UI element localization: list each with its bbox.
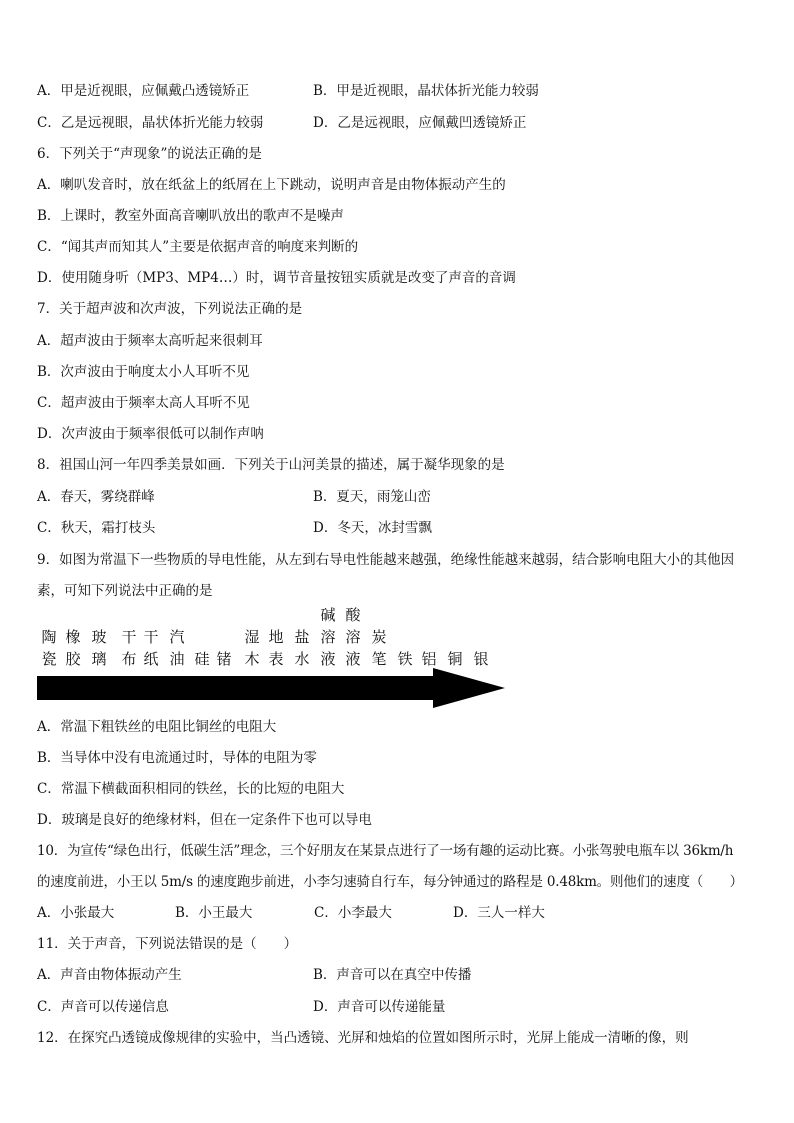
conductivity-figure bbox=[37, 604, 507, 710]
q6-option-b: B．上课时，教室外面高音喇叭放出的歌声不是噪声 bbox=[37, 208, 344, 224]
material-label-glass: 玻 璃 bbox=[91, 628, 107, 668]
q7-stem: 7．关于超声波和次声波，下列说法正确的是 bbox=[37, 301, 303, 317]
q8-option-d: D．冬天，冰封雪飘 bbox=[313, 520, 432, 536]
material-label-copper: 铜 bbox=[447, 650, 463, 668]
material-label-acid-solution: 酸 溶 液 bbox=[345, 606, 361, 668]
q10-option-c: C．小李最大 bbox=[314, 905, 392, 921]
material-label-ground: 地 表 bbox=[268, 628, 284, 668]
material-label-salt-water: 盐 水 bbox=[294, 628, 310, 668]
q5-option-c: C．乙是远视眼，晶状体折光能力较弱 bbox=[37, 115, 264, 131]
q8-stem: 8．祖国山河一年四季美景如画．下列关于山河美景的描述，属于凝华现象的是 bbox=[37, 457, 505, 473]
q12-stem: 12．在探究凸透镜成像规律的实验中，当凸透镜、光屏和烛焰的位置如图所示时，光屏上能成一清晰的像，则 bbox=[37, 1030, 689, 1046]
q7-option-a: A．超声波由于频率太高听起来很刺耳 bbox=[37, 333, 263, 349]
q6-option-a: A．喇叭发音时，放在纸盆上的纸屑在上下跳动，说明声音是由物体振动产生的 bbox=[37, 177, 506, 193]
q5-option-b: B．甲是近视眼，晶状体折光能力较弱 bbox=[313, 83, 539, 99]
q8-option-a: A．春天，雾绕群峰 bbox=[37, 489, 155, 505]
q9-option-c: C．常温下横截面积相同的铁丝，长的比短的电阻大 bbox=[37, 781, 345, 797]
material-label-dry-paper: 干 纸 bbox=[143, 628, 159, 668]
material-label-carbon-pencil: 炭 笔 bbox=[371, 628, 387, 668]
q6-option-d: D．使用随身听（MP3、MP4…）时，调节音量按钮实质就是改变了声音的音调 bbox=[37, 270, 516, 286]
q11-option-d: D．声音可以传递能量 bbox=[313, 999, 446, 1015]
q9-option-a: A．常温下粗铁丝的电阻比铜丝的电阻大 bbox=[37, 719, 277, 735]
q10-stem-line2: 的速度前进，小王以 5m/s 的速度跑步前进，小李匀速骑自行车，每分钟通过的路程是 0.48km。则他们的速度（ ） bbox=[37, 874, 743, 890]
q6-option-c: C．“闻其声而知其人”主要是依据声音的响度来判断的 bbox=[37, 239, 359, 255]
q10-stem-line1: 10．为宣传“绿色出行，低碳生活”理念，三个好朋友在某景点进行了一场有趣的运动比赛。小张驾驶电瓶车以 36km/h bbox=[37, 843, 734, 859]
material-label-iron: 铁 bbox=[397, 650, 413, 668]
material-label-wet-wood: 湿 木 bbox=[244, 628, 260, 668]
material-label-rubber: 橡 胶 bbox=[65, 628, 81, 668]
q11-option-a: A．声音由物体振动产生 bbox=[37, 967, 182, 983]
material-label-alkali-solution: 碱 溶 液 bbox=[320, 606, 336, 668]
q5-option-d: D．乙是远视眼，应佩戴凹透镜矫正 bbox=[313, 115, 527, 131]
q10-option-d: D．三人一样大 bbox=[453, 905, 545, 921]
q11-option-b: B．声音可以在真空中传播 bbox=[313, 967, 472, 983]
material-label-ceramic: 陶 瓷 bbox=[41, 628, 57, 668]
q9-stem-line2: 素，可知下列说法中正确的是 bbox=[37, 583, 213, 599]
q6-stem: 6．下列关于“声现象”的说法正确的是 bbox=[37, 146, 262, 162]
material-label-germanium: 锗 bbox=[216, 650, 232, 668]
q9-stem-line1: 9．如图为常温下一些物质的导电性能，从左到右导电性能越来越强，绝缘性能越来越弱，结合影响电阻大小的其他因 bbox=[37, 552, 735, 568]
conductivity-arrow bbox=[37, 668, 507, 708]
q7-option-d: D．次声波由于频率很低可以制作声呐 bbox=[37, 426, 264, 442]
material-label-dry-cloth: 干 布 bbox=[121, 628, 137, 668]
material-label-silver: 银 bbox=[473, 650, 489, 668]
q11-option-c: C．声音可以传递信息 bbox=[37, 999, 169, 1015]
material-label-aluminum: 铝 bbox=[421, 650, 437, 668]
q7-option-b: B．次声波由于响度太小人耳听不见 bbox=[37, 364, 250, 380]
material-label-gasoline: 汽 油 bbox=[169, 628, 185, 668]
q8-option-c: C．秋天，霜打枝头 bbox=[37, 520, 156, 536]
q9-option-b: B．当导体中没有电流通过时，导体的电阻为零 bbox=[37, 750, 317, 766]
q5-option-a: A．甲是近视眼，应佩戴凸透镜矫正 bbox=[37, 83, 250, 99]
q8-option-b: B．夏天，雨笼山峦 bbox=[313, 489, 431, 505]
material-label-silicon: 硅 bbox=[194, 650, 210, 668]
q10-option-a: A．小张最大 bbox=[37, 905, 115, 921]
q11-stem: 11．关于声音，下列说法错误的是（ ） bbox=[37, 936, 298, 952]
q9-option-d: D．玻璃是良好的绝缘材料，但在一定条件下也可以导电 bbox=[37, 812, 372, 828]
q10-option-b: B．小王最大 bbox=[175, 905, 253, 921]
q7-option-c: C．超声波由于频率太高人耳听不见 bbox=[37, 395, 250, 411]
